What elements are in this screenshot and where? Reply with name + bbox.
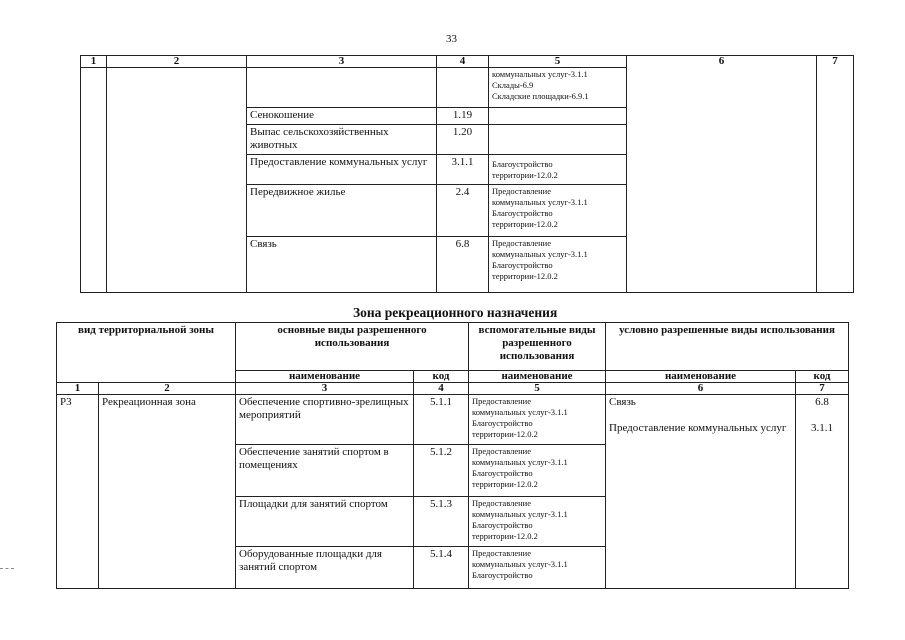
aux-line: территории-12.0.2	[472, 429, 538, 439]
aux-line: Благоустройство	[472, 468, 533, 478]
zone-name-cell: Рекреационная зона	[99, 395, 236, 589]
code-cell: 6.8	[437, 237, 489, 293]
code-cell: 5.1.2	[414, 445, 469, 497]
aux-cell	[489, 185, 627, 237]
aux-line: Предоставление	[492, 238, 551, 248]
name-header: наименование	[236, 371, 414, 383]
col-number: 2	[99, 383, 236, 395]
aux-cell	[489, 155, 627, 185]
col-number: 4	[414, 383, 469, 395]
aux-line: коммунальных услуг-3.1.1	[472, 559, 568, 569]
name-cell: Выпас сельскохозяйственных животных	[247, 125, 437, 155]
code-cell: 5.1.3	[414, 497, 469, 547]
aux-line: Предоставление	[472, 548, 531, 558]
recreation-zone-table	[56, 322, 849, 589]
conditional-cell	[606, 395, 796, 589]
col-number: 6	[627, 56, 817, 108]
col-number: 5	[489, 56, 627, 68]
main-uses-header: основные виды разрешенного использования	[236, 323, 469, 371]
header-row	[57, 323, 849, 371]
aux-cell	[489, 125, 627, 155]
aux-cell	[489, 237, 627, 293]
zone-name-cell	[107, 68, 247, 293]
aux-line: Благоустройство	[472, 570, 533, 580]
col-number: 3	[236, 383, 414, 395]
conditional-name: Предоставление коммунальных услуг	[609, 422, 787, 434]
page-number: 33	[446, 33, 457, 45]
aux-line: коммунальных услуг-3.1.1	[492, 197, 588, 207]
col-number: 5	[469, 383, 606, 395]
aux-line: Складские площадки-6.9.1	[492, 91, 589, 101]
aux-line: Благоустройство	[472, 418, 533, 428]
conditional-code-cell	[796, 395, 849, 589]
aux-cell	[489, 108, 627, 125]
aux-line: Склады-6.9	[492, 80, 534, 90]
aux-line: коммунальных услуг-3.1.1	[492, 69, 588, 79]
aux-line: коммунальных услуг-3.1.1	[472, 407, 568, 417]
margin-mark	[0, 568, 14, 569]
name-cell: Передвижное жилье	[247, 185, 437, 237]
column-number-row	[81, 56, 854, 68]
name-cell: Обеспечение спортивно-зрелищных мероприятий	[236, 395, 414, 445]
aux-uses-header: вспомогательные виды разрешенного использования	[469, 323, 606, 371]
conditional-uses-header: условно разрешенные виды использования	[606, 323, 849, 371]
conditional-code: 6.8	[815, 396, 829, 408]
aux-line: Благоустройство	[472, 520, 533, 530]
aux-cell	[469, 497, 606, 547]
name-cell	[247, 68, 437, 108]
conditional-cell	[627, 108, 817, 293]
aux-cell	[489, 68, 627, 108]
aux-line: территории-12.0.2	[472, 479, 538, 489]
name-header: наименование	[606, 371, 796, 383]
aux-line: Благоустройство	[492, 260, 553, 270]
aux-line: Благоустройство	[492, 208, 553, 218]
continuation-table	[80, 55, 854, 293]
col-number: 3	[247, 56, 437, 68]
name-cell: Сенокошение	[247, 108, 437, 125]
col-number: 6	[606, 383, 796, 395]
conditional-code: 3.1.1	[811, 422, 833, 434]
aux-line: Благоустройство	[492, 158, 553, 169]
col-number: 1	[81, 56, 107, 68]
aux-line: территории-12.0.2	[492, 219, 558, 229]
name-cell: Связь	[247, 237, 437, 293]
name-cell: Обеспечение занятий спортом в помещениях	[236, 445, 414, 497]
aux-line: Предоставление	[472, 396, 531, 406]
name-cell: Площадки для занятий спортом	[236, 497, 414, 547]
col-number: 1	[57, 383, 99, 395]
code-cell: 2.4	[437, 185, 489, 237]
name-cell: Оборудованные площадки для занятий спортом	[236, 547, 414, 589]
aux-line: коммунальных услуг-3.1.1	[492, 249, 588, 259]
code-header: код	[414, 371, 469, 383]
col-number: 4	[437, 56, 489, 68]
aux-line: территории-12.0.2	[492, 271, 558, 281]
aux-cell	[469, 547, 606, 589]
aux-cell	[469, 445, 606, 497]
column-number-row	[57, 383, 849, 395]
code-cell: 3.1.1	[437, 155, 489, 185]
aux-line: коммунальных услуг-3.1.1	[472, 509, 568, 519]
code-cell: 1.20	[437, 125, 489, 155]
zone-type-header: вид территориальной зоны	[57, 323, 236, 383]
code-header: код	[796, 371, 849, 383]
col-number: 7	[796, 383, 849, 395]
aux-line: Предоставление	[472, 498, 531, 508]
conditional-name: Связь	[609, 396, 636, 408]
col-number: 7	[817, 56, 854, 108]
code-cell: 1.19	[437, 108, 489, 125]
code-cell: 5.1.4	[414, 547, 469, 589]
col-number: 2	[107, 56, 247, 68]
aux-line: территории-12.0.2	[492, 169, 558, 180]
section-title: Зона рекреационного назначения	[353, 305, 558, 320]
aux-line: Предоставление	[492, 186, 551, 196]
aux-line: Предоставление	[472, 446, 531, 456]
conditional-code-cell	[817, 108, 854, 293]
aux-line: коммунальных услуг-3.1.1	[472, 457, 568, 467]
zone-code-cell: Р3	[57, 395, 99, 589]
name-header: наименование	[469, 371, 606, 383]
table-row	[57, 395, 849, 445]
code-cell	[437, 68, 489, 108]
code-cell: 5.1.1	[414, 395, 469, 445]
aux-line: территории-12.0.2	[472, 531, 538, 541]
name-cell: Предоставление коммунальных услуг	[247, 155, 437, 185]
zone-code-cell	[81, 68, 107, 293]
aux-cell	[469, 395, 606, 445]
